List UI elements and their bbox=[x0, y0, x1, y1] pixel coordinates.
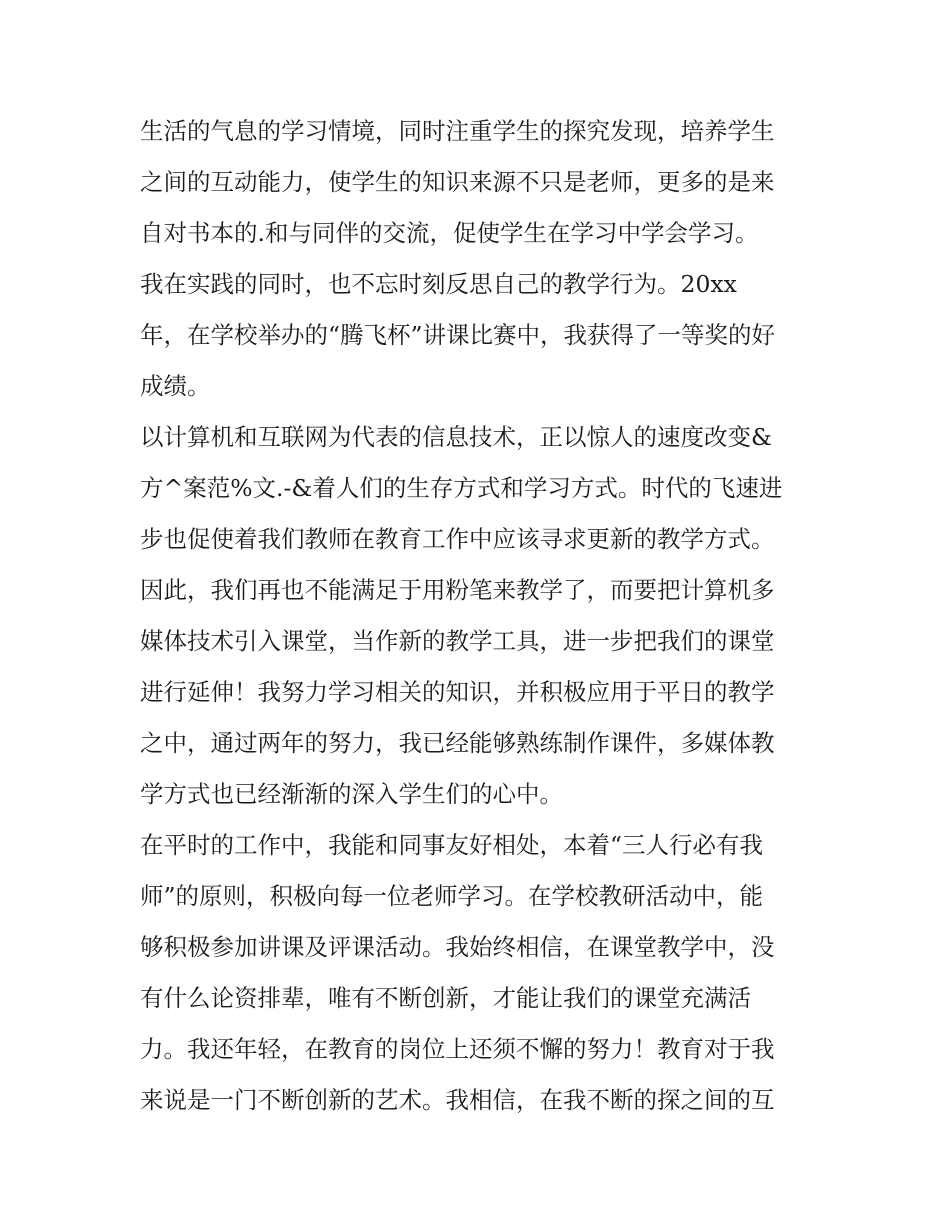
text-line: 师”的原则，积极向每一位老师学习。在学校教研活动中，能 bbox=[140, 882, 764, 910]
text-line: 之中，通过两年的努力，我已经能够熟练制作课件，多媒体教 bbox=[140, 729, 775, 757]
text-line: 成绩。 bbox=[140, 372, 211, 400]
document-body bbox=[140, 106, 830, 1126]
text-line: 步也促使着我们教师在教育工作中应该寻求更新的教学方式。 bbox=[140, 525, 775, 553]
text-line: 自对书本的.和与同伴的交流，促使学生在学习中学会学习。 bbox=[140, 219, 759, 247]
text-line: 年，在学校举办的“腾飞杯”讲课比赛中，我获得了一等奖的好 bbox=[140, 321, 776, 349]
text-line: 有什么论资排辈，唯有不断创新，才能让我们的课堂充满活 bbox=[140, 984, 751, 1012]
text-line: 进行延伸！我努力学习相关的知识，并积极应用于平日的教学 bbox=[140, 678, 775, 706]
text-line: 在平时的工作中，我能和同事友好相处，本着“三人行必有我 bbox=[140, 831, 764, 859]
text-line: 来说是一门不断创新的艺术。我相信，在我不断的探之间的互 bbox=[140, 1086, 775, 1114]
text-line: 生活的气息的学习情境，同时注重学生的探究发现，培养学生 bbox=[140, 117, 775, 145]
text-line: 以计算机和互联网为代表的信息技术，正以惊人的速度改变& bbox=[140, 423, 772, 451]
text-line: 因此，我们再也不能满足于用粉笔来教学了，而要把计算机多 bbox=[140, 576, 775, 604]
text-line: 我在实践的同时，也不忘时刻反思自己的教学行为。20xx bbox=[140, 270, 737, 298]
text-line: 力。我还年轻，在教育的岗位上还须不懈的努力！教育对于我 bbox=[140, 1035, 775, 1063]
text-line: 够积极参加讲课及评课活动。我始终相信，在课堂教学中，没 bbox=[140, 933, 775, 961]
text-line: 媒体技术引入课堂，当作新的教学工具，进一步把我们的课堂 bbox=[140, 627, 775, 655]
text-line: 之间的互动能力，使学生的知识来源不只是老师，更多的是来 bbox=[140, 168, 775, 196]
text-line: 方^案范%文.-&着人们的生存方式和学习方式。时代的飞速进 bbox=[140, 474, 783, 502]
text-line: 学方式也已经渐渐的深入学生们的心中。 bbox=[140, 780, 563, 808]
